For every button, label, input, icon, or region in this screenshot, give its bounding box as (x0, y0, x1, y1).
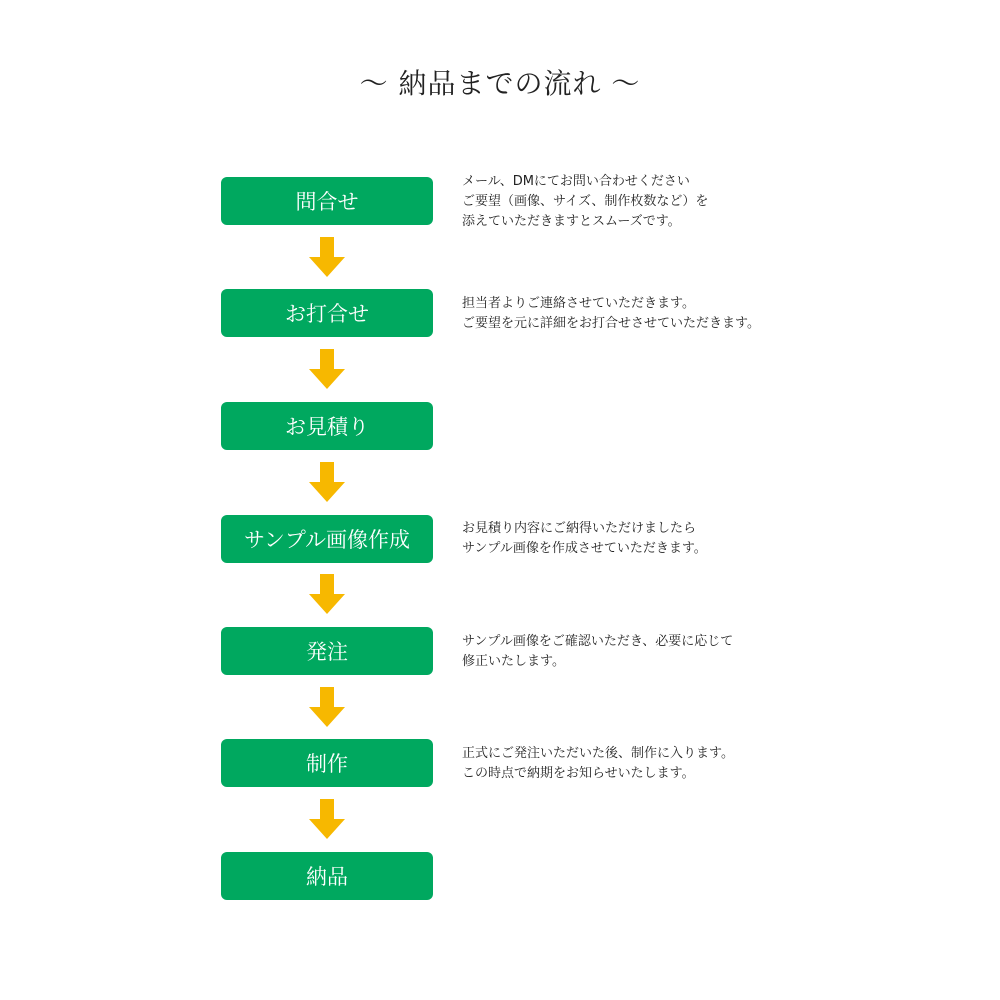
description-line: ご要望を元に詳細をお打合せさせていただきます。 (462, 316, 760, 331)
description-line: サンプル画像をご確認いただき、必要に応じて (462, 634, 734, 649)
down-arrow-icon (309, 462, 345, 502)
step-order: 発注 (221, 627, 433, 675)
description-line: 担当者よりご連絡させていただきます。 (462, 296, 695, 311)
description-line: お見積り内容にご納得いただけましたら (462, 521, 697, 536)
description-line: メール、DMにてお問い合わせください (462, 174, 690, 189)
step-production-description (462, 744, 734, 784)
description-line: ご要望（画像、サイズ、制作枚数など）を (462, 194, 709, 209)
step-production: 制作 (221, 739, 433, 787)
step-inquiry-description (462, 172, 708, 232)
down-arrow-icon (309, 687, 345, 727)
down-arrow-icon (309, 799, 345, 839)
step-sample-image-description (462, 519, 707, 559)
page-title: 〜 納品までの流れ 〜 (359, 67, 641, 100)
description-line: 正式にご発注いただいた後、制作に入ります。 (462, 746, 734, 761)
description-line: 添えていただきますとスムーズです。 (462, 214, 681, 229)
step-order-description (462, 632, 733, 672)
step-inquiry: 問合せ (221, 177, 433, 225)
down-arrow-icon (309, 237, 345, 277)
step-delivery: 納品 (221, 852, 433, 900)
description-line: サンプル画像を作成させていただきます。 (462, 541, 707, 556)
down-arrow-icon (309, 574, 345, 614)
down-arrow-icon (309, 349, 345, 389)
step-sample-image: サンプル画像作成 (221, 515, 433, 563)
description-line: この時点で納期をお知らせいたします。 (462, 766, 695, 781)
step-meeting-description (462, 294, 760, 334)
step-estimate: お見積り (221, 402, 433, 450)
description-line: 修正いたします。 (462, 654, 565, 669)
step-meeting: お打合せ (221, 289, 433, 337)
